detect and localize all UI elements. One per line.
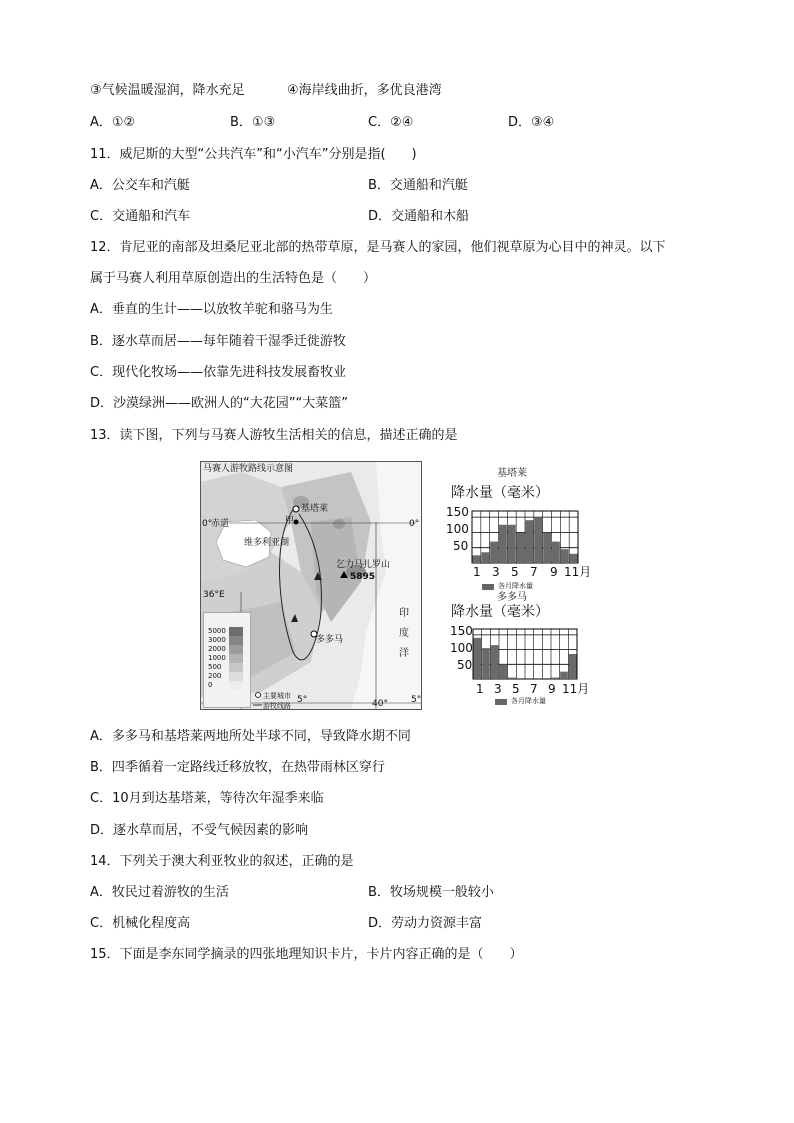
legend-level-1000: 1000 (208, 654, 226, 662)
dodoma-bar-5 (508, 678, 516, 679)
kitale-bar-9 (543, 532, 551, 563)
map-label-jia: 甲 (285, 516, 295, 526)
q12-option-b: B．逐水草而居——每年随着干湿季迁徙游牧 (90, 334, 346, 349)
kitale-bar-1 (473, 555, 481, 563)
map-label-kilimanjaro: 乞力马扎罗山 (336, 560, 391, 570)
q11-stem: 11．威尼斯的大型“公共汽车”和“小汽车”分别是指( ) (90, 147, 417, 162)
q11-option-b: B．交通船和汽艇 (368, 178, 468, 193)
elevation-legend (203, 612, 251, 708)
dodoma-xtick-7: 7 (530, 682, 538, 696)
map-label-lon40: 40° (372, 699, 388, 709)
dodoma-xtick-1: 1 (476, 682, 484, 696)
legend-swatch-0 (229, 681, 243, 690)
q12-stem-line2: 属于马赛人利用草原创造出的生活特色是（ ） (90, 271, 377, 286)
dodoma-chart-ylabel: 降水量（毫米） (451, 604, 549, 620)
map-label-zero-right: 0° (409, 519, 420, 529)
map-label-dodoma: 多多马 (316, 635, 344, 645)
q13-stem: 13．读下图，下列与马赛人游牧生活相关的信息，描述正确的是 (90, 428, 458, 443)
kitale-chart-ylabel: 降水量（毫米） (451, 485, 549, 501)
map-title: 马赛人游牧路线示意图 (203, 464, 294, 474)
map-label-zero-left: 0° (202, 519, 213, 529)
legend-level-2000: 2000 (208, 645, 226, 653)
dodoma-bar-4 (500, 664, 508, 679)
kitale-bar-10 (552, 542, 560, 563)
q12-option-c: C．现代化牧场——依靠先进科技发展畜牧业 (90, 365, 347, 380)
map-label-lake: 维多利亚湖 (244, 538, 290, 548)
q13-option-d: D．逐水草而居，不受气候因素的影响 (90, 823, 309, 838)
kitale-xtick-5: 5 (511, 565, 519, 579)
map-label-equator: 赤道 (211, 519, 230, 529)
legend-swatch-200 (229, 672, 243, 681)
q13-option-b: B．四季循着一定路线迁移放牧，在热带雨林区穿行 (90, 760, 385, 775)
q10-item-3: ③气候温暖湿润，降水充足 (90, 83, 245, 98)
q10-option-c: C．②④ (368, 115, 414, 130)
kitale-legend-swatch (482, 584, 494, 590)
legend-level-5000: 5000 (208, 627, 226, 635)
kitale-bar-6 (517, 532, 525, 563)
q10-option-a: A．①② (90, 115, 136, 130)
dodoma-bar-10 (552, 678, 560, 679)
dodoma-xtick-11: 11月 (562, 682, 590, 696)
kitale-ytick-150: 150 (446, 505, 469, 519)
q11-option-d: D．交通船和木船 (368, 209, 470, 224)
map-label-lon36: 36°E (203, 590, 225, 600)
map-label-kili-height: 5895 (350, 572, 376, 582)
q14-option-a: A．牧民过着游牧的生活 (90, 885, 229, 900)
legend-swatch-3000 (229, 636, 243, 645)
dodoma-xtick-3: 3 (494, 682, 502, 696)
q11-option-a: A．公交车和汽艇 (90, 178, 190, 193)
legend-symbols (251, 690, 271, 710)
kitale-bar-4 (499, 525, 507, 563)
kitale-bar-2 (481, 552, 489, 563)
dodoma-bar-2 (482, 648, 490, 679)
q11-option-c: C．交通船和汽车 (90, 209, 191, 224)
legend-swatch-2000 (229, 645, 243, 654)
kitale-xtick-3: 3 (492, 565, 500, 579)
dodoma-xtick-5: 5 (512, 682, 520, 696)
kitale-bar-5 (508, 525, 516, 563)
q10-item-4: ④海岸线曲折，多优良港湾 (287, 83, 442, 98)
kitale-xtick-9: 9 (550, 565, 558, 579)
dodoma-bar-3 (491, 645, 499, 679)
legend-level-3000: 3000 (208, 636, 226, 644)
q13-option-c: C．10月到达基塔莱，等待次年湿季来临 (90, 791, 324, 806)
q14-option-c: C．机械化程度高 (90, 916, 191, 931)
kitale-bar-8 (534, 517, 542, 563)
q15-stem: 15．下面是李东同学摘录的四张地理知识卡片，卡片内容正确的是（ ） (90, 947, 523, 962)
legend-swatch-500 (229, 663, 243, 672)
dodoma-legend: 各月降水量 (511, 697, 546, 705)
dodoma-chart-title: 多多马 (497, 592, 527, 603)
legend-city-label: 主要城市 (263, 692, 291, 700)
dodoma-bar-12 (569, 654, 577, 679)
q14-option-b: B．牧场规模一般较小 (368, 885, 494, 900)
kitale-xtick-7: 7 (530, 565, 538, 579)
kitale-precip-chart (440, 468, 590, 593)
migration-route-map (200, 461, 422, 710)
legend-swatch-1000 (229, 654, 243, 663)
q14-stem: 14．下列关于澳大利亚牧业的叙述，正确的是 (90, 854, 354, 869)
q10-option-d: D．③④ (508, 115, 555, 130)
kitale-legend: 各月降水量 (498, 582, 533, 590)
dodoma-precip-chart (440, 592, 590, 710)
q10-option-b: B．①③ (230, 115, 276, 130)
q12-option-d: D．沙漠绿洲——欧洲人的“大花园”“大菜篮” (90, 396, 348, 411)
kitale-bar-3 (490, 542, 498, 563)
legend-level-0: 0 (208, 681, 213, 689)
dodoma-ytick-50: 50 (457, 658, 473, 672)
kitale-chart-title: 基塔莱 (497, 468, 527, 479)
legend-route-label: 游牧线路 (263, 702, 291, 710)
kitale-bar-7 (526, 520, 534, 563)
kitale-bar-12 (570, 554, 578, 563)
q13-option-a: A．多多马和基塔莱两地所处半球不同，导致降水期不同 (90, 729, 411, 744)
map-label-ocean: 印度洋 (399, 608, 409, 659)
dodoma-ytick-150: 150 (450, 624, 473, 638)
dodoma-legend-swatch (495, 699, 507, 705)
legend-level-200: 200 (208, 672, 222, 680)
legend-level-500: 500 (208, 663, 222, 671)
dodoma-ytick-100: 100 (450, 641, 473, 655)
kitale-ytick-100: 100 (446, 522, 469, 536)
dodoma-bar-11 (560, 672, 568, 679)
kitale-ytick-50: 50 (453, 539, 469, 553)
dodoma-xtick-9: 9 (548, 682, 556, 696)
q12-stem-line1: 12．肯尼亚的南部及坦桑尼亚北部的热带草原，是马赛人的家园，他们视草原为心目中的神灵。以下 (90, 240, 666, 255)
kitale-xtick-11: 11月 (564, 565, 592, 579)
map-label-s5-left: 5° (297, 695, 308, 705)
q12-option-a: A．垂直的生计——以放牧羊驼和骆马为生 (90, 302, 333, 317)
legend-swatch-5000 (229, 627, 243, 636)
q14-option-d: D．劳动力资源丰富 (368, 916, 483, 931)
kitale-xtick-1: 1 (473, 565, 481, 579)
map-label-s5-right: 5° (411, 695, 422, 705)
kitale-bar-11 (561, 549, 569, 563)
map-label-kitale: 基塔莱 (301, 504, 329, 514)
dodoma-bar-1 (474, 638, 482, 679)
